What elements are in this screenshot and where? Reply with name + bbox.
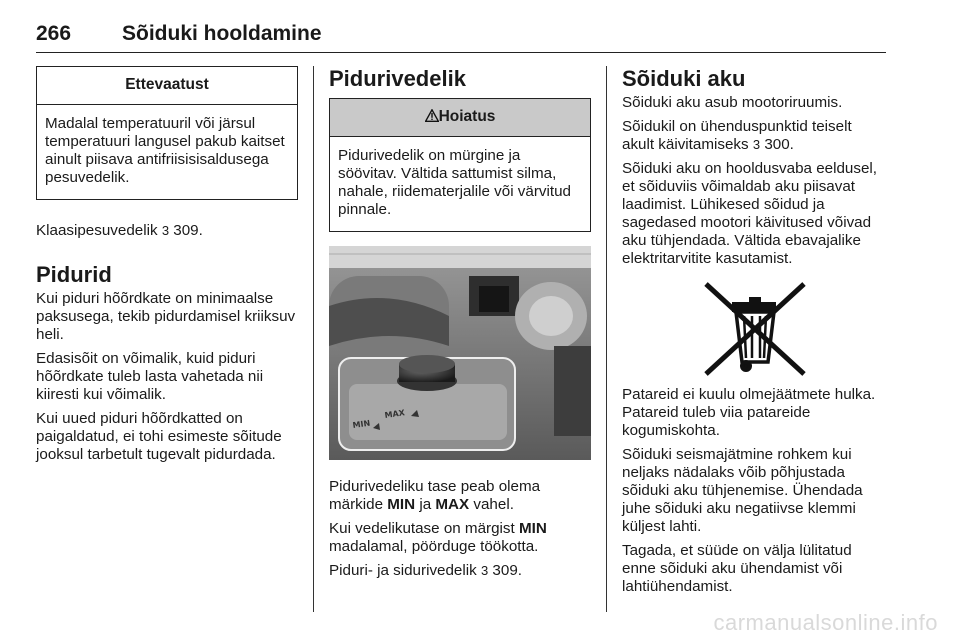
page-number: 266 — [36, 22, 72, 45]
paragraph: Kui vedelikutase on märgist MIN madalamal, pöörduge töökotta. — [329, 520, 547, 555]
section-title-brake-fluid: Pidurivedelik — [329, 66, 466, 91]
column-1 — [36, 66, 298, 470]
column-divider — [606, 66, 607, 612]
paragraph: Sõiduki aku asub mootoriruumis. — [622, 94, 843, 111]
warning-box — [329, 98, 591, 232]
paragraph: Edasisõit on võimalik, kuid piduri hõõrdkate tuleb lasta vahetada nii kiiresti kui võimalik. — [36, 350, 264, 403]
warning-triangle-icon — [425, 109, 439, 122]
caution-box-text: Madalal temperatuuril või järsul temperatuuri langusel pakub kaitset ainult piisava antifriisisisaldusega pesuvedelik. — [45, 115, 285, 186]
paragraph: Patareid ei kuulu olmejäätmete hulka. Patareid tuleb viia patareide kogumiskohta. — [622, 386, 876, 439]
column-2 — [329, 66, 591, 586]
warning-box-title: Hoiatus — [330, 99, 590, 137]
max-label: MAX — [384, 408, 406, 420]
crossed-out-wheelie-bin-icon — [700, 278, 810, 378]
chapter-title: Sõiduki hooldamine — [122, 22, 322, 45]
warning-box-text: Pidurivedelik on mürgine ja söövitav. Vältida sattumist silma, nahale, riidematerjalile või värvitud pinnale. — [338, 147, 571, 218]
min-label: MIN — [352, 418, 371, 430]
paragraph: Sõiduki seismajätmine rohkem kui neljaks nädalaks võib põhjustada sõiduki aku tühjenemise. Ühendada juhe sõiduki aku negatiivse klemmi küljest lahti. — [622, 446, 863, 535]
caution-box — [36, 66, 298, 200]
washer-fluid-ref: Klaasipesuvedelik 3 309. — [36, 222, 203, 239]
section-title-battery: Sõiduki aku — [622, 66, 746, 91]
paragraph: Kui uued piduri hõõrdkatted on paigaldatud, ei tohi esimeste sõitude jooksul tarbetult tugevalt pidurdada. — [36, 410, 282, 463]
section-title-brakes: Pidurid — [36, 262, 112, 287]
paragraph: Kui piduri hõõrdkate on minimaalse paksusega, tekib pidurdamisel kriiksuv heli. — [36, 290, 296, 343]
page-link[interactable]: 309. — [173, 222, 203, 239]
page-link[interactable]: 309. — [492, 562, 522, 579]
brake-clutch-fluid-ref: Piduri- ja sidurivedelik 3 309. — [329, 562, 522, 579]
watermark: carmanualsonline.info — [713, 610, 938, 635]
page-header — [36, 22, 886, 53]
paragraph: Sõiduki aku on hooldusvaba eeldusel, et sõiduviis võimaldab aku piisavat laadimist. Lühikesed sõidud ja sagedased mootori käivitused võivad aku tühjendada. Vältida ebavajalike elektritarvitite kasutamist. — [622, 160, 877, 267]
paragraph: Tagada, et süüde on välja lülitatud enne sõiduki aku ühendamist või lahtiühendamist. — [622, 542, 852, 595]
brake-fluid-reservoir-image — [329, 246, 591, 460]
page-ref-arrow-icon: 3 — [752, 137, 761, 152]
caution-box-title: Ettevaatust — [37, 67, 297, 105]
paragraph: Pidurivedeliku tase peab olema märkide MIN ja MAX vahel. — [329, 478, 541, 513]
page-ref-arrow-icon: 3 — [480, 563, 489, 578]
page-link[interactable]: 300. — [764, 136, 794, 153]
column-divider — [313, 66, 314, 612]
column-3 — [622, 66, 886, 602]
paragraph: Sõidukil on ühenduspunktid teiselt akult käivitamiseks 3 300. — [622, 118, 852, 153]
page-ref-arrow-icon: 3 — [161, 223, 170, 238]
